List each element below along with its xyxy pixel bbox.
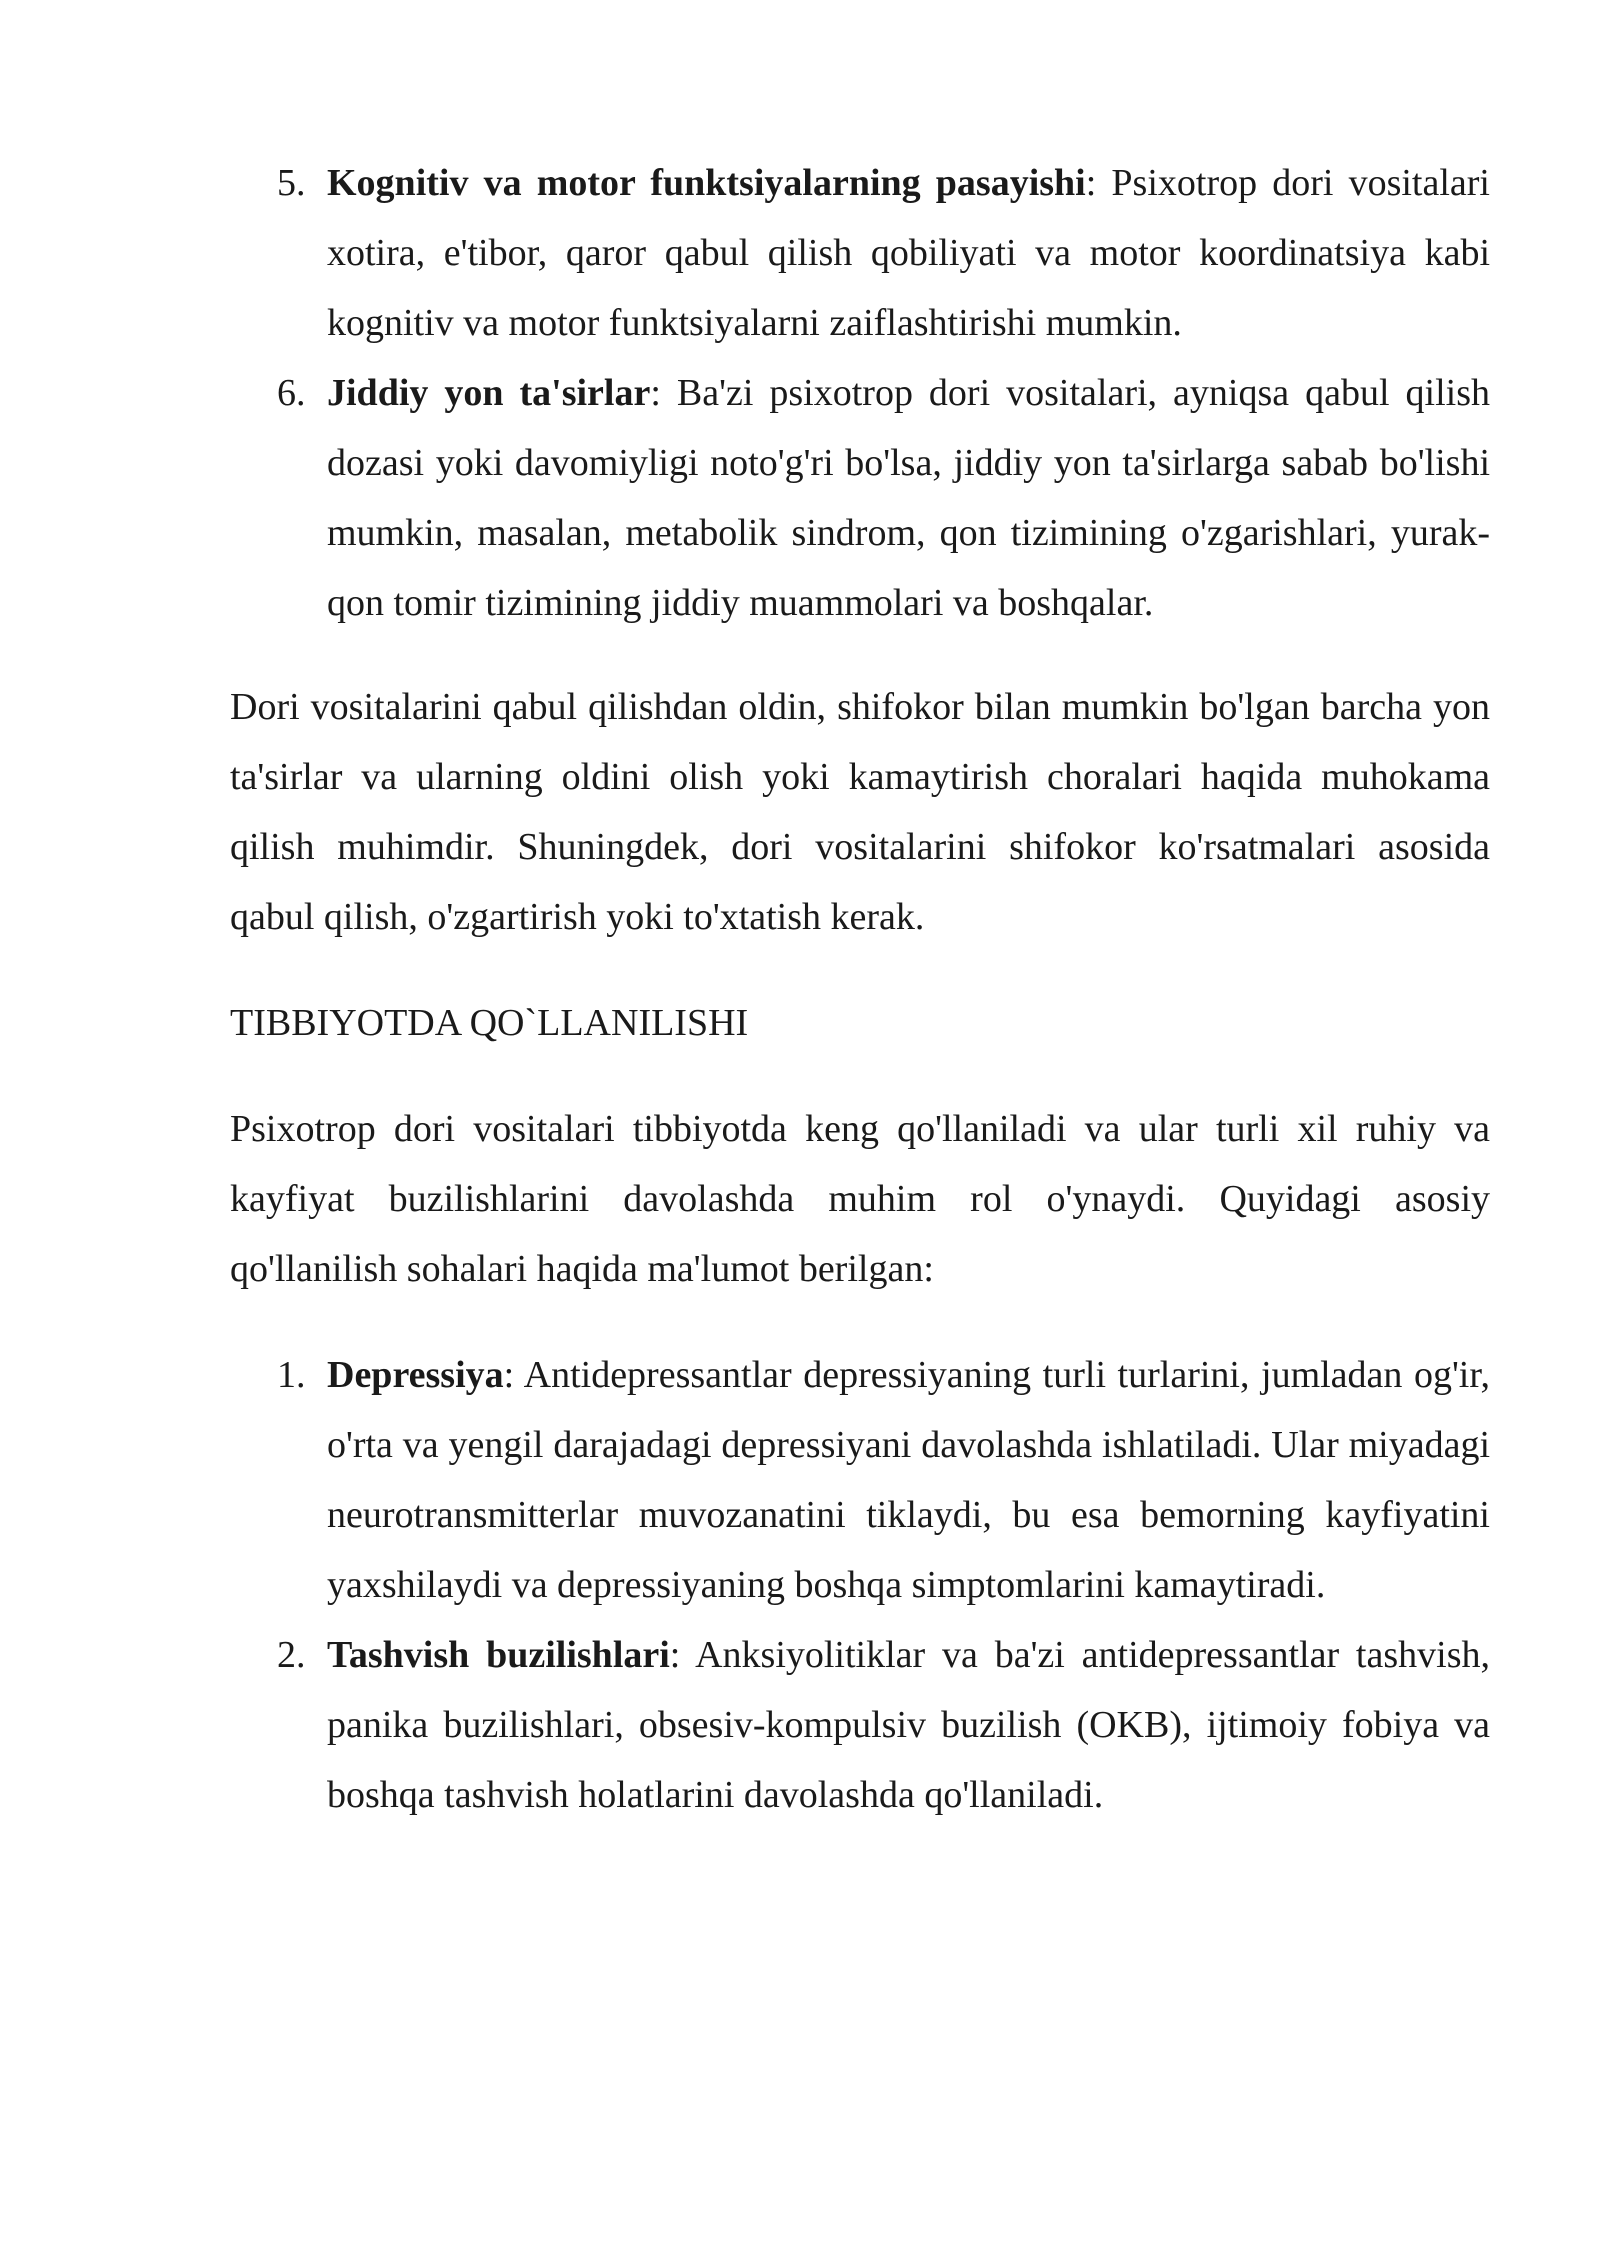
list-item — [230, 148, 1490, 358]
list-item-term: Jiddiy yon ta'sirlar — [327, 372, 651, 414]
list-item-text: : Anksiyolitiklar va ba'zi antidepressantlar tashvish, panika buzilishlari, obsesiv-kompulsiv buzilish (OKB), ijtimoiy fobiya va boshqa tashvish holatlarini davolashda qo'llaniladi. — [327, 1634, 1490, 1816]
list-item — [230, 1340, 1490, 1620]
list-item-number: 2. — [277, 1634, 306, 1676]
list-bottom — [230, 1340, 1490, 1830]
list-item-number: 6. — [277, 372, 306, 414]
paragraph-precautions: Dori vositalarini qabul qilishdan oldin, shifokor bilan mumkin bo'lgan barcha yon ta'sirlar va ularning oldini olish yoki kamaytirish choralari haqida muhokama qilish muhimdir. Shuningdek, dori vositalarini shifokor ko'rsatmalari asosida qabul qilish, o'zgartirish yoki to'xtatish kerak. — [230, 686, 1490, 938]
list-item-term: Kognitiv va motor funktsiyalarning pasayishi — [327, 162, 1086, 204]
list-item-text: : Psixotrop dori vositalari xotira, e'tibor, qaror qabul qilish qobiliyati va motor koordinatsiya kabi kognitiv va motor funktsiyalarni zaiflashtirishi mumkin. — [327, 162, 1490, 344]
document-page — [230, 148, 1490, 1830]
list-item — [230, 1620, 1490, 1830]
list-top — [230, 148, 1490, 638]
paragraph-intro: Psixotrop dori vositalari tibbiyotda keng qo'llaniladi va ular turli xil ruhiy va kayfiyat buzilishlarini davolashda muhim rol o'ynaydi. Quyidagi asosiy qo'llanilish sohalari haqida ma'lumot berilgan: — [230, 1108, 1490, 1290]
list-item-term: Depressiya — [327, 1354, 504, 1396]
section-heading: TIBBIYOTDA QO`LLANILISHI — [230, 1002, 749, 1044]
list-item-number: 5. — [277, 162, 306, 204]
list-item-number: 1. — [277, 1354, 306, 1396]
list-item — [230, 358, 1490, 638]
list-item-text: : Antidepressantlar depressiyaning turli turlarini, jumladan og'ir, o'rta va yengil darajadagi depressiyani davolashda ishlatiladi. Ular miyadagi neurotransmitterlar muvozanatini tiklaydi, bu esa bemorning kayfiyatini yaxshilaydi va depressiyaning boshqa simptomlarini kamaytiradi. — [327, 1354, 1490, 1606]
list-item-term: Tashvish buzilishlari — [327, 1634, 670, 1676]
list-item-text: : Ba'zi psixotrop dori vositalari, ayniqsa qabul qilish dozasi yoki davomiyligi noto'g'ri bo'lsa, jiddiy yon ta'sirlarga sabab bo'lishi mumkin, masalan, metabolik sindrom, qon tizimining o'zgarishlari, yurak-qon tomir tizimining jiddiy muammolari va boshqalar. — [327, 372, 1490, 624]
